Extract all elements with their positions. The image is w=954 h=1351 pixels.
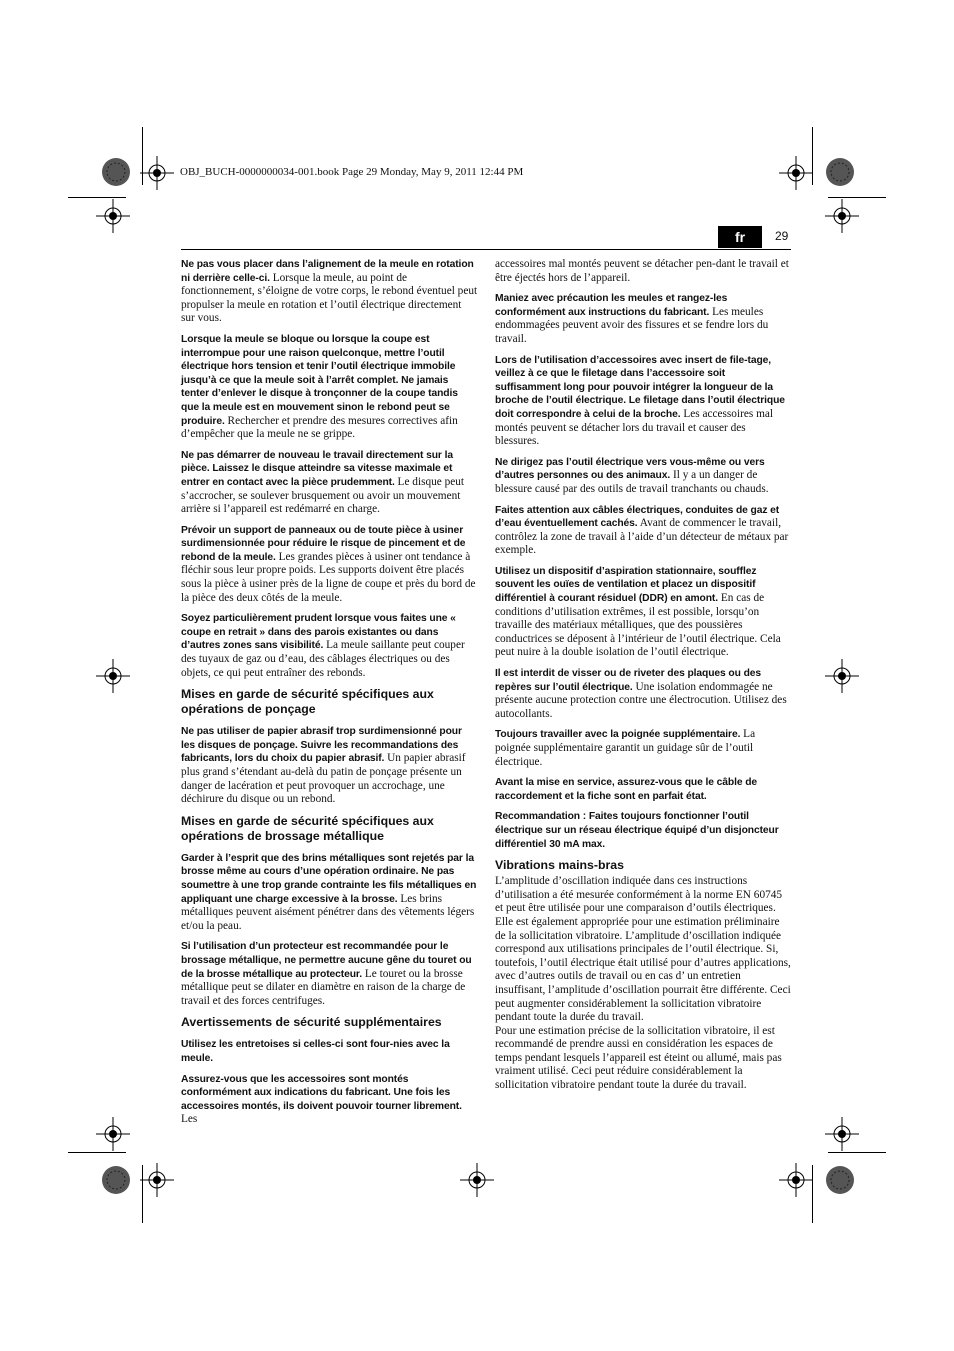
body-text: Les grandes pièces à usiner ont tendance à fléchir sous leur propre poids. Les supports doivent être placés sous la pièce à usiner près de la ligne de coupe et près du bord de la pièce des deux côtés de la meule.: [181, 550, 476, 604]
crop-line: [828, 197, 886, 198]
registration-crosshair-icon: [779, 1163, 813, 1197]
paragraph: [181, 940, 478, 1008]
paragraph: [495, 565, 792, 660]
language-tab: fr: [718, 226, 762, 248]
section-heading: Avertissements de sécurité supplémentaires: [181, 1015, 442, 1030]
section-heading: Vibrations mains-bras: [495, 858, 624, 873]
bold-lead: Si l’utilisation d’un protecteur est recommandée pour le brossage métallique, ne permettre aucune gêne du touret ou de la brosse métallique au protecteur.: [181, 941, 472, 980]
crop-line: [68, 1152, 126, 1153]
section-heading: Mises en garde de sécurité spécifiques aux opérations de ponçage: [181, 687, 434, 717]
body-text: La meule saillante peut couper des tuyaux de gaz ou d’eau, des câblages électriques ou des objets, ce qui peut entraîner des rebonds.: [181, 639, 465, 679]
bold-lead: Ne pas démarrer de nouveau le travail directement sur la pièce. Laissez le disque atteindre sa vitesse maximale et entrer en contact avec la pièce prudemment.: [181, 449, 453, 488]
body-text: Le disque peut s’accrocher, se soulever brusquement ou avoir un mouvement arrière si l’appareil est redémarré en charge.: [181, 475, 465, 516]
registration-crosshair-icon: [140, 156, 174, 190]
page-number: 29: [775, 229, 789, 243]
registration-crosshair-icon: [825, 199, 859, 233]
paragraph: [495, 810, 792, 851]
bold-lead: Maniez avec précaution les meules et rangez-les conformément aux instructions du fabricant.: [495, 293, 728, 318]
body-text: Les accessoires mal montés peuvent se détacher lors du travail et causer des blessures.: [495, 407, 774, 448]
body-text: accessoires mal montés peuvent se détacher pen-dant le travail et être éjectés hors de l’appareil.: [495, 258, 789, 284]
paragraph: [181, 725, 478, 807]
left-column: [181, 258, 478, 1134]
paragraph: [495, 292, 792, 346]
body-text: L’amplitude d’oscillation indiquée dans ces instructions d’utilisation a été mesurée conformément à la norme EN 60745 et peut être utilisée pour une comparaison d’outils électriques. Elle est également appropriée pour une estimation préliminaire de la sollicitation vibratoire. L’amplitude d’oscillation indiquée correspond aux utilisations principales de l’outil électrique. Si, toutefois, l’outil électrique était utilisé pour d’autres applications, avec d’autres outils de travail ou en cas d’ un entretien insuffisant, l’amplitude d’oscillation pourrait être différente. Ceci peut augmenter considérablement la sollicitation vibratoire pendant toute la durée du travail.: [495, 875, 791, 1024]
body-text: En cas de conditions d’utilisation extrêmes, il est possible, lorsqu’on travaille des matériaux métalliques, que des poussières conductrices se déposent à l’intérieur de l’outil électrique. Cela peut nuire à la double isolation de l’outil électrique.: [495, 592, 781, 659]
bold-lead: Utilisez un dispositif d’aspiration stationnaire, soufflez souvent les ouïes de ventilation et placez un dispositif différentiel à courant résiduel (DDR) en amont.: [495, 565, 757, 605]
bold-lead: Ne pas utiliser de papier abrasif trop surdimensionné pour les disques de ponçage. Suivre les recommandations des fabricants, lors du choix du papier abrasif.: [181, 726, 462, 765]
bold-lead: Toujours travailler avec la poignée supplémentaire.: [495, 729, 741, 741]
bold-lead: Prévoir un support de panneaux ou de toute pièce à usiner surdimensionnée pour réduire le risque de pincement et de rebond de la meule.: [181, 524, 466, 563]
color-target-icon: [824, 1164, 856, 1196]
bold-lead: Avant la mise en service, assurez-vous que le câble de raccordement et la fiche sont en parfait état.: [495, 777, 758, 802]
body-text: Les: [181, 1113, 198, 1126]
section-heading: Mises en garde de sécurité spécifiques aux opérations de brossage métallique: [181, 813, 434, 843]
registration-crosshair-icon: [96, 199, 130, 233]
bold-lead: Faites attention aux câbles électriques, conduites de gaz et d’eau éventuellement cachés.: [495, 504, 780, 530]
paragraph: [495, 728, 792, 769]
paragraph: [495, 354, 792, 449]
crop-line: [828, 1152, 886, 1153]
body-text: La poignée supplémentaire garantit un guidage sûr de l’outil électrique.: [495, 728, 756, 768]
body-text: Pour une estimation précise de la sollicitation vibratoire, il est recommandé de prendre aussi en considération les espaces de temps pendant lesquels l’appareil est éteint ou allumé, mais pas vraiment utilisé. Ceci peut réduire considérablement la sollicitation vibratoire pendant toute la durée du travail.: [495, 1024, 782, 1092]
registration-crosshair-icon: [825, 659, 859, 693]
bold-lead: Ne dirigez pas l’outil électrique vers vous-même ou vers d’autres personnes ou des animaux.: [495, 456, 765, 482]
paragraph: [181, 333, 478, 442]
header-rule: [181, 249, 791, 250]
crop-line: [68, 197, 126, 198]
bold-lead: Il est interdit de visser ou de riveter des plaques ou des repères sur l’outil électrique.: [495, 668, 762, 693]
registration-crosshair-icon: [460, 1163, 494, 1197]
body-text: Il y a un danger de blessure causé par des outils de travail tranchants ou chauds.: [495, 469, 769, 495]
right-column: [495, 258, 792, 1100]
book-info-line: OBJ_BUCH-0000000034-001.book Page 29 Monday, May 9, 2011 12:44 PM: [180, 166, 524, 178]
paragraph: [495, 1025, 792, 1093]
bold-lead: Assurez-vous que les accessoires sont montés conformément aux indications du fabricant. Une fois les accessoires montés, ils doivent pouvoir tourner librement.: [181, 1073, 462, 1112]
bold-lead: Garder à l’esprit que des brins métalliques sont rejetés par la brosse même au cours d’une opération ordinaire. Ne pas soumettre à une trop grande contrainte les fils métalliques en appliquant une charge excessive à la brosse.: [181, 852, 477, 905]
registration-crosshair-icon: [96, 1117, 130, 1151]
bold-lead: Lorsque la meule se bloque ou lorsque la coupe est interrompue pour une raison quelconque, mettre l’outil électrique hors tension et tenir l’outil électrique immobile jusqu’à ce que la meule soit à l’arrêt complet. Ne jamais tenter d’enlever le disque à tronçonner de la coupe tandis que la meule est en mouvement sinon le rebond peut se produire.: [181, 333, 458, 427]
color-target-icon: [100, 156, 132, 188]
paragraph: [495, 667, 792, 721]
bold-lead: Soyez particulièrement prudent lorsque vous faites une « coupe en retrait » dans des parois existantes ou dans d’autres zones sans visibilité.: [181, 613, 456, 652]
paragraph: [181, 449, 478, 517]
paragraph: [495, 504, 792, 558]
paragraph: [181, 524, 478, 606]
body-text: Lorsque la meule, au point de fonctionnement, s’éloigne de votre corps, le rebond éventuel peut propulser la meule en rotation et l’outil électrique directement sur vous.: [181, 271, 478, 325]
body-text: Avant de commencer le travail, contrôlez la zone de travail à l’aide d’un détecteur de métaux par exemple.: [495, 517, 789, 557]
paragraph: [495, 776, 792, 803]
bold-lead: Utilisez les entretoises si celles-ci sont four-nies avec la meule.: [181, 1039, 450, 1064]
paragraph: [181, 1038, 478, 1065]
bold-lead: Ne pas vous placer dans l’alignement de la meule en rotation ni derrière celle-ci.: [181, 259, 474, 284]
registration-crosshair-icon: [96, 659, 130, 693]
body-text: Les brins métalliques peuvent aisément pénétrer dans des vêtements légers et/ou la peau.: [181, 892, 475, 932]
bold-lead: Recommandation : Faites toujours fonctionner l’outil électrique sur un réseau électrique équipé d’un disjoncteur différentiel 30 mA max.: [495, 811, 779, 850]
paragraph: [181, 852, 478, 934]
body-text: Un papier abrasif plus grand s’étendant au-delà du patin de ponçage présente un danger de lacération et peut provoquer un accrochage, une déchirure du disque ou un rebond.: [181, 752, 466, 806]
paragraph: [495, 875, 792, 1025]
color-target-icon: [100, 1164, 132, 1196]
color-target-icon: [824, 156, 856, 188]
paragraph: [181, 258, 478, 326]
registration-crosshair-icon: [779, 156, 813, 190]
paragraph: [495, 456, 792, 497]
paragraph: [181, 1073, 478, 1127]
body-text: Les meules endommagées peuvent avoir des fissures et se fendre lors du travail.: [495, 305, 769, 345]
bold-lead: Lors de l’utilisation d’accessoires avec insert de file-tage, veillez à ce que le filetage dans l’accessoire soit suffisamment long pour pouvoir intégrer la longueur de la broche de l’outil électrique. Le filetage dans l’outil électrique doit correspondre à celui de la broche.: [495, 354, 785, 420]
body-text: Le touret ou la brosse métallique peut se dilater en diamètre en raison de la charge de travail et des forces centrifuges.: [181, 967, 466, 1007]
body-text: Une isolation endommagée ne présente aucune protection contre une électrocution. Utilisez des autocollants.: [495, 680, 787, 720]
paragraph: [495, 258, 792, 285]
paragraph: [181, 612, 478, 680]
registration-crosshair-icon: [140, 1163, 174, 1197]
body-text: Rechercher et prendre des mesures correctives afin d’empêcher que la meule ne se grippe.: [181, 414, 458, 441]
registration-crosshair-icon: [825, 1117, 859, 1151]
